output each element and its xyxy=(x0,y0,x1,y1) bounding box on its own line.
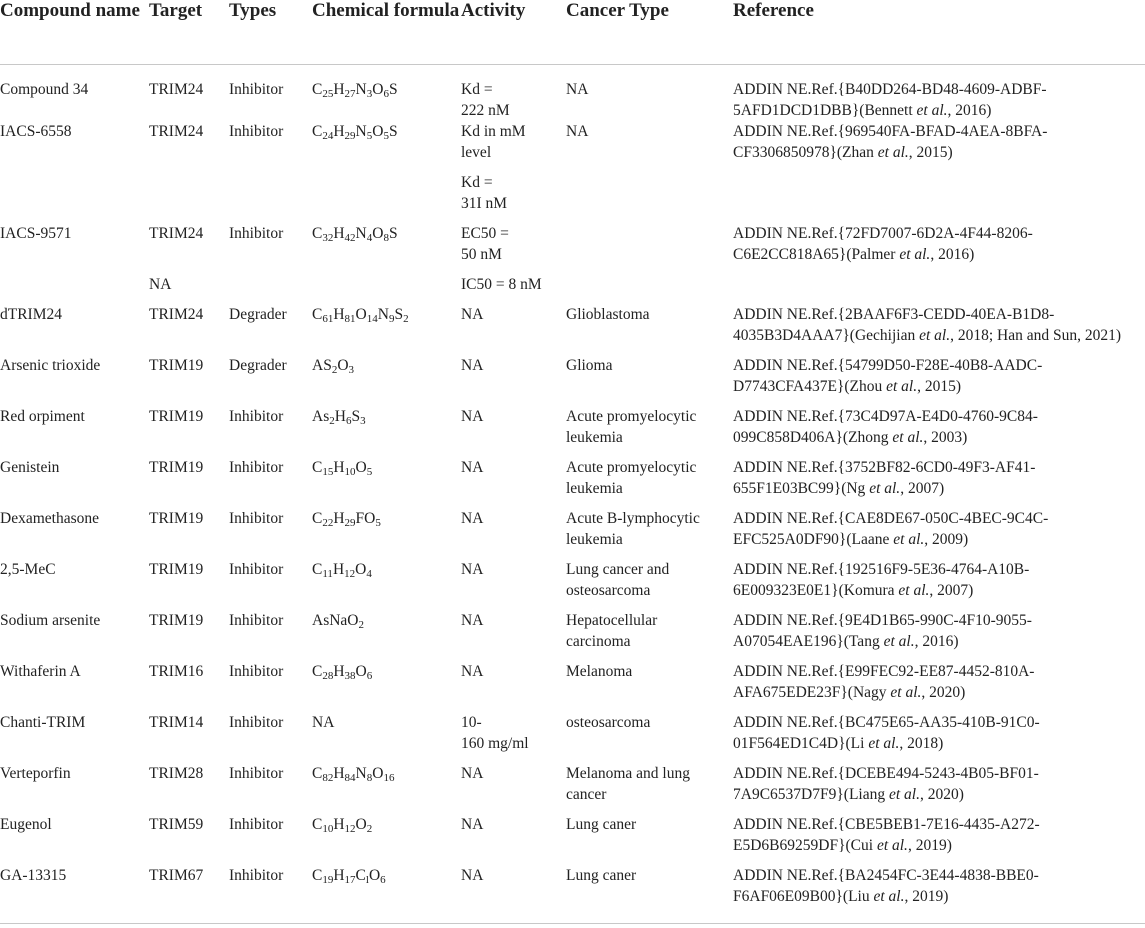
cell-types: Inhibitor xyxy=(229,225,284,242)
table-row xyxy=(0,814,1145,865)
cell-compound-name xyxy=(0,172,149,223)
cell-reference: ADDIN NE.Ref.{BA2454FC-3E44-4838-BBE0- F6AF06E09B00}(Liu et al., 2019) xyxy=(733,867,1039,905)
cell-types: Inhibitor xyxy=(229,81,284,98)
cell-chemical-formula xyxy=(312,274,461,304)
cell-chemical-formula: $C_{32}H_{42}N_4O_8S$ xyxy=(312,225,398,244)
cell-reference: ADDIN NE.Ref.{3752BF82-6CD0-49F3-AF41- 655F1E03BC99}(Ng et al., 2007) xyxy=(733,459,1036,497)
cell-compound-name: Compound 34 xyxy=(0,81,89,98)
cell-chemical-formula xyxy=(312,172,461,223)
cell-chemical-formula: $C_{28}H_{38}O_6$ xyxy=(312,663,373,682)
cell-target: TRIM24 xyxy=(149,123,204,140)
cell-compound-name: dTRIM24 xyxy=(0,306,62,323)
cell-types: Inhibitor xyxy=(229,459,284,476)
cell-cancer-type: Acute promyelocytic leukemia xyxy=(566,459,697,497)
header-compound-name: Compound name xyxy=(0,0,140,21)
cell-types: Inhibitor xyxy=(229,867,284,884)
table-row xyxy=(0,457,1145,508)
cell-types: Inhibitor xyxy=(229,123,284,140)
cell-reference: ADDIN NE.Ref.{73C4D97A-E4D0-4760-9C84- 099C858D406A}(Zhong et al., 2003) xyxy=(733,408,1038,446)
cell-compound-name xyxy=(0,274,149,304)
cell-target: NA xyxy=(149,276,172,293)
cell-compound-name: IACS-6558 xyxy=(0,123,72,140)
cell-target: TRIM24 xyxy=(149,81,204,98)
cell-compound-name: Red orpiment xyxy=(0,408,85,425)
cell-activity: NA xyxy=(461,510,484,527)
cell-reference: ADDIN NE.Ref.{DCEBE494-5243-4B05-BF01- 7A9C6537D7F9}(Liang et al., 2020) xyxy=(733,765,1039,803)
cell-activity: NA xyxy=(461,816,484,833)
cell-chemical-formula: $C_{25}H_{27}N_3O_6S$ xyxy=(312,81,398,100)
header-activity: Activity xyxy=(461,0,526,21)
cell-activity: NA xyxy=(461,459,484,476)
cell-target: TRIM19 xyxy=(149,408,204,425)
cell-reference: ADDIN NE.Ref.{BC475E65-AA35-410B-91C0- 01F564ED1C4D}(Li et al., 2018) xyxy=(733,714,1040,752)
cell-target: TRIM24 xyxy=(149,225,204,242)
cell-cancer-type xyxy=(566,274,733,304)
cell-chemical-formula: $C_{22}H_{29}FO_5$ xyxy=(312,510,381,529)
header-target: Target xyxy=(149,0,203,21)
cell-chemical-formula: AsNaO$_2$ xyxy=(312,612,364,631)
cell-cancer-type: Lung caner xyxy=(566,867,637,884)
cell-chemical-formula: $C_{10}H_{12}O_2$ xyxy=(312,816,373,835)
cell-reference: ADDIN NE.Ref.{54799D50-F28E-40B8-AADC- D7743CFA437E}(Zhou et al., 2015) xyxy=(733,357,1043,395)
cell-cancer-type: Lung cancer and osteosarcoma xyxy=(566,561,670,599)
cell-target xyxy=(149,172,229,223)
cell-cancer-type xyxy=(566,223,733,274)
table-row xyxy=(0,223,1145,274)
table-row xyxy=(0,121,1145,172)
cell-compound-name: 2,5-MeC xyxy=(0,561,56,578)
table-body xyxy=(0,65,1145,917)
cell-compound-name: Genistein xyxy=(0,459,60,476)
cell-chemical-formula: $C_{11}H_{12}O_4$ xyxy=(312,561,372,580)
cell-activity: Kd = 222 nM xyxy=(461,81,510,119)
table-row xyxy=(0,355,1145,406)
cell-types xyxy=(229,172,312,223)
cell-activity: NA xyxy=(461,408,484,425)
cell-activity: 10- 160 mg/ml xyxy=(461,714,529,752)
cell-chemical-formula: $C_{61}H_{81}O_{14}N_9S_2$ xyxy=(312,306,409,325)
table-row xyxy=(0,172,1145,223)
cell-types: Inhibitor xyxy=(229,408,284,425)
table-row xyxy=(0,661,1145,712)
table-row xyxy=(0,508,1145,559)
cell-cancer-type: Glioblastoma xyxy=(566,306,650,323)
cell-chemical-formula: $As_2H_6S_3$ xyxy=(312,408,366,427)
table-header xyxy=(0,0,1145,65)
cell-activity: Kd = 31I nM xyxy=(461,174,508,212)
cell-chemical-formula: $C_{24}H_{29}N_5O_5S$ xyxy=(312,123,398,142)
header-reference: Reference xyxy=(733,0,814,21)
cell-reference: ADDIN NE.Ref.{B40DD264-BD48-4609-ADBF- 5AFD1DCD1DBB}(Bennett et al., 2016) xyxy=(733,81,1047,119)
cell-chemical-formula: $C_{15}H_{10}O_5$ xyxy=(312,459,373,478)
cell-reference: ADDIN NE.Ref.{2BAAF6F3-CEDD-40EA-B1D8- 4035B3D4AAA7}(Gechijian et al., 2018; Han and Sun, 2021) xyxy=(733,306,1122,344)
cell-types: Inhibitor xyxy=(229,612,284,629)
cell-compound-name: Verteporfin xyxy=(0,765,71,782)
cell-types: Inhibitor xyxy=(229,714,284,731)
cell-activity: NA xyxy=(461,561,484,578)
cell-types: Inhibitor xyxy=(229,561,284,578)
cell-target: TRIM24 xyxy=(149,306,204,323)
cell-types: Degrader xyxy=(229,306,287,323)
cell-types: Inhibitor xyxy=(229,663,284,680)
cell-cancer-type: Glioma xyxy=(566,357,613,374)
table-row xyxy=(0,559,1145,610)
cell-types: Inhibitor xyxy=(229,510,284,527)
cell-reference: ADDIN NE.Ref.{CBE5BEB1-7E16-4435-A272- E5D6B69259DF}(Cui et al., 2019) xyxy=(733,816,1040,854)
cell-reference: ADDIN NE.Ref.{9E4D1B65-990C-4F10-9055- A07054EAE196}(Tang et al., 2016) xyxy=(733,612,1032,650)
cell-cancer-type: NA xyxy=(566,123,589,140)
cell-compound-name: Chanti-TRIM xyxy=(0,714,86,731)
cell-reference: ADDIN NE.Ref.{192516F9-5E36-4764-A10B- 6E009323E0E1}(Komura et al., 2007) xyxy=(733,561,1030,599)
cell-activity: NA xyxy=(461,867,484,884)
table-row xyxy=(0,65,1145,122)
cell-activity: NA xyxy=(461,357,484,374)
cell-target: TRIM19 xyxy=(149,510,204,527)
cell-cancer-type: Hepatocellular carcinoma xyxy=(566,612,658,650)
cell-types xyxy=(229,274,312,304)
cell-target: TRIM59 xyxy=(149,816,204,833)
cell-reference xyxy=(733,274,1145,304)
cell-compound-name: Dexamethasone xyxy=(0,510,99,527)
cell-activity: NA xyxy=(461,765,484,782)
cell-compound-name: Arsenic trioxide xyxy=(0,357,101,374)
table-row xyxy=(0,865,1145,916)
cell-activity: IC50 = 8 nM xyxy=(461,276,542,293)
cell-compound-name: Withaferin A xyxy=(0,663,81,680)
table-row xyxy=(0,274,1145,304)
cell-types: Degrader xyxy=(229,357,287,374)
cell-compound-name: IACS-9571 xyxy=(0,225,72,242)
cell-reference: ADDIN NE.Ref.{72FD7007-6D2A-4F44-8206- C6E2CC818A65}(Palmer et al., 2016) xyxy=(733,225,1033,263)
cell-activity: EC50 = 50 nM xyxy=(461,225,509,263)
cell-compound-name: Eugenol xyxy=(0,816,52,833)
cell-activity: NA xyxy=(461,612,484,629)
cell-types: Inhibitor xyxy=(229,765,284,782)
cell-activity: Kd in mM level xyxy=(461,123,526,161)
cell-chemical-formula: NA xyxy=(312,714,335,731)
cell-activity: NA xyxy=(461,306,484,323)
table-row xyxy=(0,763,1145,814)
cell-target: TRIM28 xyxy=(149,765,204,782)
header-row xyxy=(0,0,1145,65)
header-cancer-type: Cancer Type xyxy=(566,0,669,21)
cell-reference: ADDIN NE.Ref.{969540FA-BFAD-4AEA-8BFA- CF3306850978}(Zhan et al., 2015) xyxy=(733,123,1048,161)
cell-cancer-type: osteosarcoma xyxy=(566,714,651,731)
cell-reference xyxy=(733,172,1145,223)
cell-cancer-type: Acute promyelocytic leukemia xyxy=(566,408,697,446)
cell-chemical-formula: $AS_2O_3$ xyxy=(312,357,355,376)
cell-target: TRIM14 xyxy=(149,714,204,731)
header-types: Types xyxy=(229,0,277,21)
cell-target: TRIM19 xyxy=(149,612,204,629)
table-row xyxy=(0,406,1145,457)
header-chemical-formula: Chemical formula xyxy=(312,0,460,21)
cell-reference: ADDIN NE.Ref.{CAE8DE67-050C-4BEC-9C4C- EFC525A0DF90}(Laane et al., 2009) xyxy=(733,510,1049,548)
cell-cancer-type: Lung caner xyxy=(566,816,637,833)
cell-compound-name: Sodium arsenite xyxy=(0,612,101,629)
table-row xyxy=(0,610,1145,661)
cell-target: TRIM19 xyxy=(149,357,204,374)
cell-cancer-type xyxy=(566,172,733,223)
cell-target: TRIM16 xyxy=(149,663,204,680)
cell-target: TRIM19 xyxy=(149,561,204,578)
cell-cancer-type: Melanoma xyxy=(566,663,633,680)
cell-chemical-formula: $C_{19}H_{17}C_lO_6$ xyxy=(312,867,386,886)
cell-target: TRIM19 xyxy=(149,459,204,476)
cell-cancer-type: Acute B-lymphocytic leukemia xyxy=(566,510,700,548)
table-row xyxy=(0,304,1145,355)
cell-chemical-formula: $C_{82}H_{84}N_8O_{16}$ xyxy=(312,765,395,784)
table-bottom-rule xyxy=(0,923,1145,924)
cell-cancer-type: NA xyxy=(566,81,589,98)
cell-target: TRIM67 xyxy=(149,867,204,884)
cell-reference: ADDIN NE.Ref.{E99FEC92-EE87-4452-810A- AFA675EDE23F}(Nagy et al., 2020) xyxy=(733,663,1035,701)
cell-compound-name: GA-13315 xyxy=(0,867,67,884)
cell-activity: NA xyxy=(461,663,484,680)
cell-types: Inhibitor xyxy=(229,816,284,833)
table-row xyxy=(0,712,1145,763)
cell-cancer-type: Melanoma and lung cancer xyxy=(566,765,690,803)
